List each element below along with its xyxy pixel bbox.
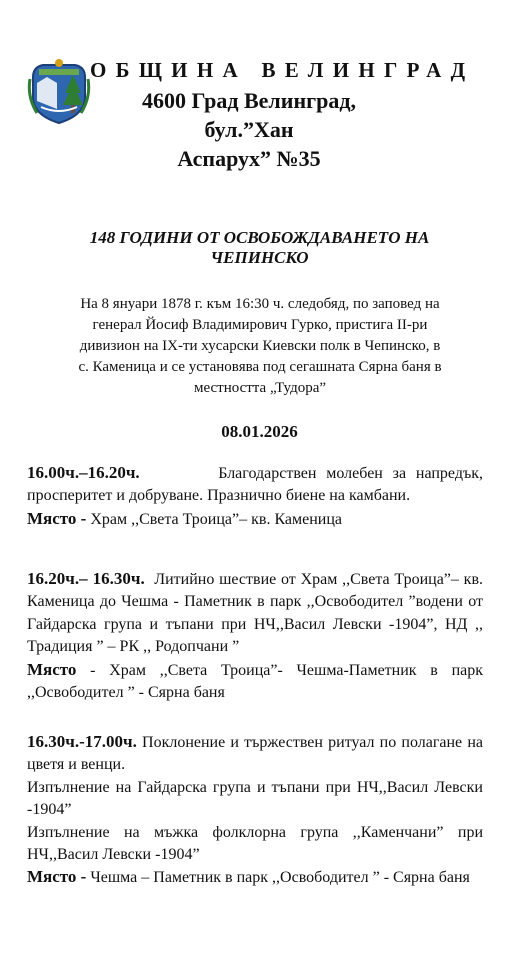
- place-value: Храм ,,Света Троица”– кв. Каменица: [90, 510, 343, 528]
- place-label: Място -: [27, 508, 87, 528]
- program-item-text: [27, 568, 483, 659]
- place-label: Място -: [27, 867, 87, 887]
- intro-line-5: местността „Тудора”: [193, 380, 327, 396]
- title-line-1: 148 ГОДИНИ ОТ ОСВОБОЖДАВАНЕТО НА: [89, 228, 430, 247]
- program-place: [27, 508, 483, 531]
- program-place: [27, 659, 483, 705]
- place-label: Място: [27, 659, 77, 679]
- program-time: 16.00ч.–16.20ч.: [27, 463, 140, 482]
- intro-paragraph: [25, 294, 495, 399]
- program-description: Благодарствен молебен за напредък, просперитет и добруване. Празнично биене на камбани.: [27, 465, 484, 505]
- program-item-text: [27, 462, 483, 508]
- document-title: [20, 228, 499, 268]
- place-value: - Храм ,,Света Троица”- Чешма-Паметник в парк ,,Освободител ” - Сярна баня: [27, 661, 484, 702]
- organization-address: [104, 86, 394, 173]
- program-item: [27, 462, 483, 531]
- organization-name: ОБЩИНА ВЕЛИНГРАД: [90, 58, 475, 82]
- intro-line-1: На 8 януари 1878 г. към 16:30 ч. следобяд, по заповед на: [80, 296, 440, 312]
- program-performance-2: Изпълнение на мъжка фолклорна група ,,Каменчани” при НЧ,,Васил Левски -1904”: [27, 823, 483, 864]
- program-time: 16.30ч.-17.00ч.: [27, 732, 137, 751]
- intro-line-4: с. Каменица и се установява под сегашната Сярна баня в: [78, 359, 442, 375]
- place-value: Чешма – Паметник в парк ,,Освободител ” - Сярна баня: [90, 869, 470, 887]
- program-item: [27, 731, 483, 890]
- intro-line-2: генерал Йосиф Владимирович Гурко, пристига II-ри: [92, 317, 428, 333]
- program-item-text: [27, 731, 483, 777]
- title-line-2: ЧЕПИНСКО: [210, 248, 309, 267]
- program-description: Поклонение и тържествен ритуал по полагане на цветя и венци.: [27, 734, 483, 774]
- address-line-2: Аспарух” №35: [177, 146, 321, 171]
- intro-line-3: дивизион на IX-ти хусарски Киевски полк в Чепинско, в: [79, 338, 441, 354]
- municipality-crest-icon: [27, 57, 91, 125]
- event-date: 08.01.2026: [221, 422, 298, 441]
- program-description: Литийно шествие от Храм ,,Света Троица”– кв. Каменица до Чешма - Паметник в парк ,,Освободител ”водени от Гайдарска група и тъпани при НЧ,,Васил Левски -1904”, НД ,, Традиция ” – РК ,, Родопчани ”: [27, 571, 483, 656]
- program-place: [27, 866, 483, 889]
- program-time: 16.20ч.– 16.30ч.: [27, 569, 145, 588]
- address-line-1: 4600 Град Велинград, бул.”Хан: [142, 88, 356, 142]
- program-performance-1: Изпълнение на Гайдарска група и тъпани при НЧ,,Васил Левски -1904”: [27, 778, 483, 819]
- program-item: [27, 568, 483, 704]
